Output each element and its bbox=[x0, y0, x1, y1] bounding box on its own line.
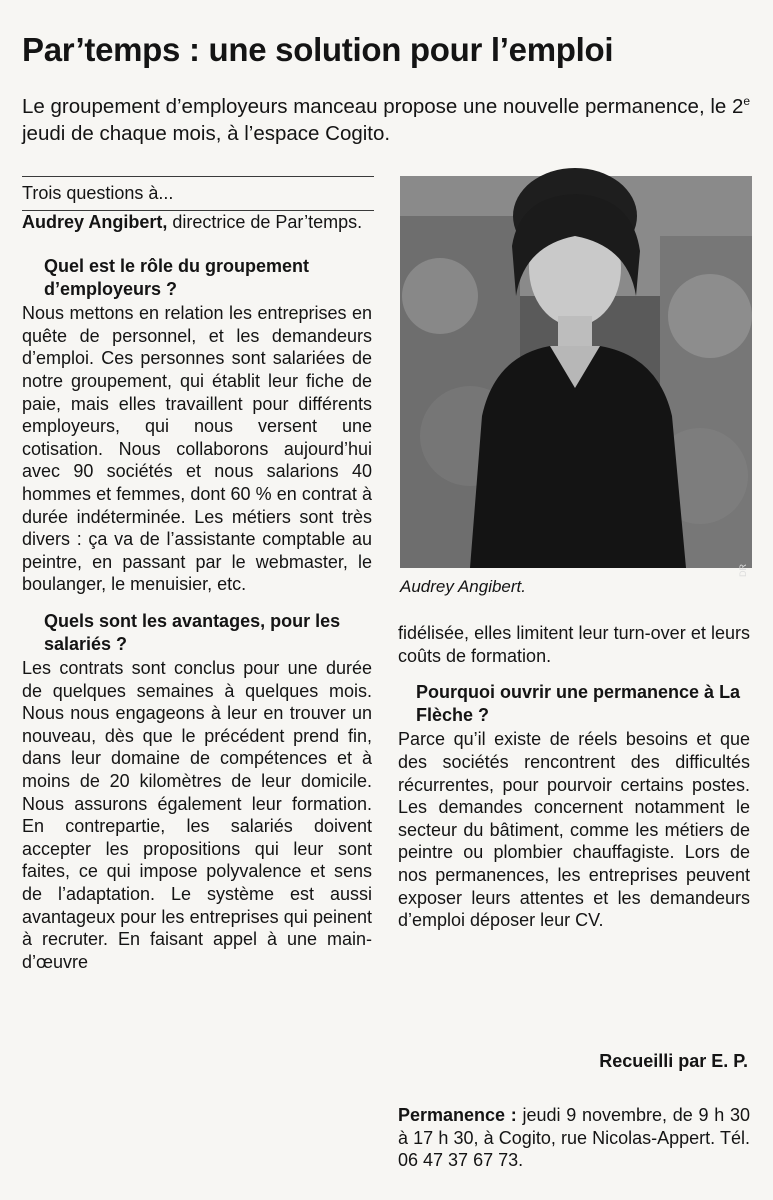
photo-credit: DR bbox=[738, 564, 748, 577]
left-column bbox=[22, 178, 372, 973]
chapo-ordinal-suffix: e bbox=[743, 94, 751, 108]
portrait-photo bbox=[400, 176, 752, 577]
answer-1: Nous mettons en relation les entreprises en quête de personnel, et les demandeurs d’emploi. Ces personnes sont salariées de notre groupement, qui établit leur fiche de paie, mais elles travaillent pour différents employeurs, qui nous versent une cotisation. Nous collaborons aujourd’hui avec 90 sociétés et nous salarions 40 hommes et femmes, dont 60 % en contrat à durée indéterminée. Les métiers sont très divers : ça va de l’assistante comptable au peintre, en passant par le webmaster, le boulanger, le menuisier, etc. bbox=[22, 303, 372, 595]
headline: Par’temps : une solution pour l’emploi bbox=[22, 31, 614, 68]
answer-2-continued: fidélisée, elles limitent leur turn-over et leurs coûts de formation. bbox=[398, 623, 750, 666]
practical-info bbox=[398, 1104, 750, 1172]
interviewee-role: directrice de Par’temps. bbox=[167, 212, 363, 232]
chapo-text-start: Le groupement d’employeurs manceau propose une nouvelle permanence, le 2 bbox=[22, 94, 744, 118]
answer-3: Parce qu’il existe de réels besoins et que des sociétés rencontrent des difficultés récurrentes, pour pourvoir certains postes. Les demandes concernent notamment le secteur du bâtiment, comme les métiers de peintre ou plombier chauffagiste. Lors de nos permanences, les entreprises peuvent exposer leurs attentes et les demandeurs d’emploi déposer leur CV. bbox=[398, 729, 750, 931]
right-column bbox=[398, 622, 750, 932]
interviewee-intro bbox=[22, 211, 372, 233]
question-1: Quel est le rôle du groupement d’employeurs ? bbox=[44, 256, 310, 299]
kicker-rule bbox=[22, 210, 374, 211]
signature: Recueilli par E. P. bbox=[599, 1051, 748, 1071]
interviewee-name: Audrey Angibert, bbox=[22, 212, 168, 232]
top-rule bbox=[22, 176, 374, 177]
info-label: Permanence : bbox=[398, 1105, 517, 1125]
photo-caption: Audrey Angibert. bbox=[400, 577, 526, 596]
chapo bbox=[22, 88, 762, 147]
kicker: Trois questions à... bbox=[22, 183, 174, 203]
chapo-text-end: jeudi de chaque mois, à l’espace Cogito. bbox=[22, 121, 391, 145]
answer-2: Les contrats sont conclus pour une durée de quelques semaines à quelques mois. Nous nous engageons à leur en trouver un nouveau, dès que le précédent prend fin, dans leur domaine de compétences et à moins de 20 kilomètres de leur domicile. Nous assurons également leur formation. En contrepartie, les salariés doivent accepter les propositions qui leur sont faites, ce qui impose polyvalence et sens de l’adaptation. Le système est aussi avantageux pour les entreprises qui peinent à recruter. En faisant appel à une main-d’œuvre bbox=[22, 658, 372, 972]
info-text: jeudi 9 novembre, de 9 h 30 à 17 h 30, à Cogito, rue Nicolas-Appert. Tél. 06 47 37 67 73. bbox=[398, 1105, 750, 1171]
question-3: Pourquoi ouvrir une permanence à La Flèche ? bbox=[416, 682, 741, 725]
portrait-illustration bbox=[400, 176, 752, 568]
question-2: Quels sont les avantages, pour les salariés ? bbox=[44, 610, 341, 654]
